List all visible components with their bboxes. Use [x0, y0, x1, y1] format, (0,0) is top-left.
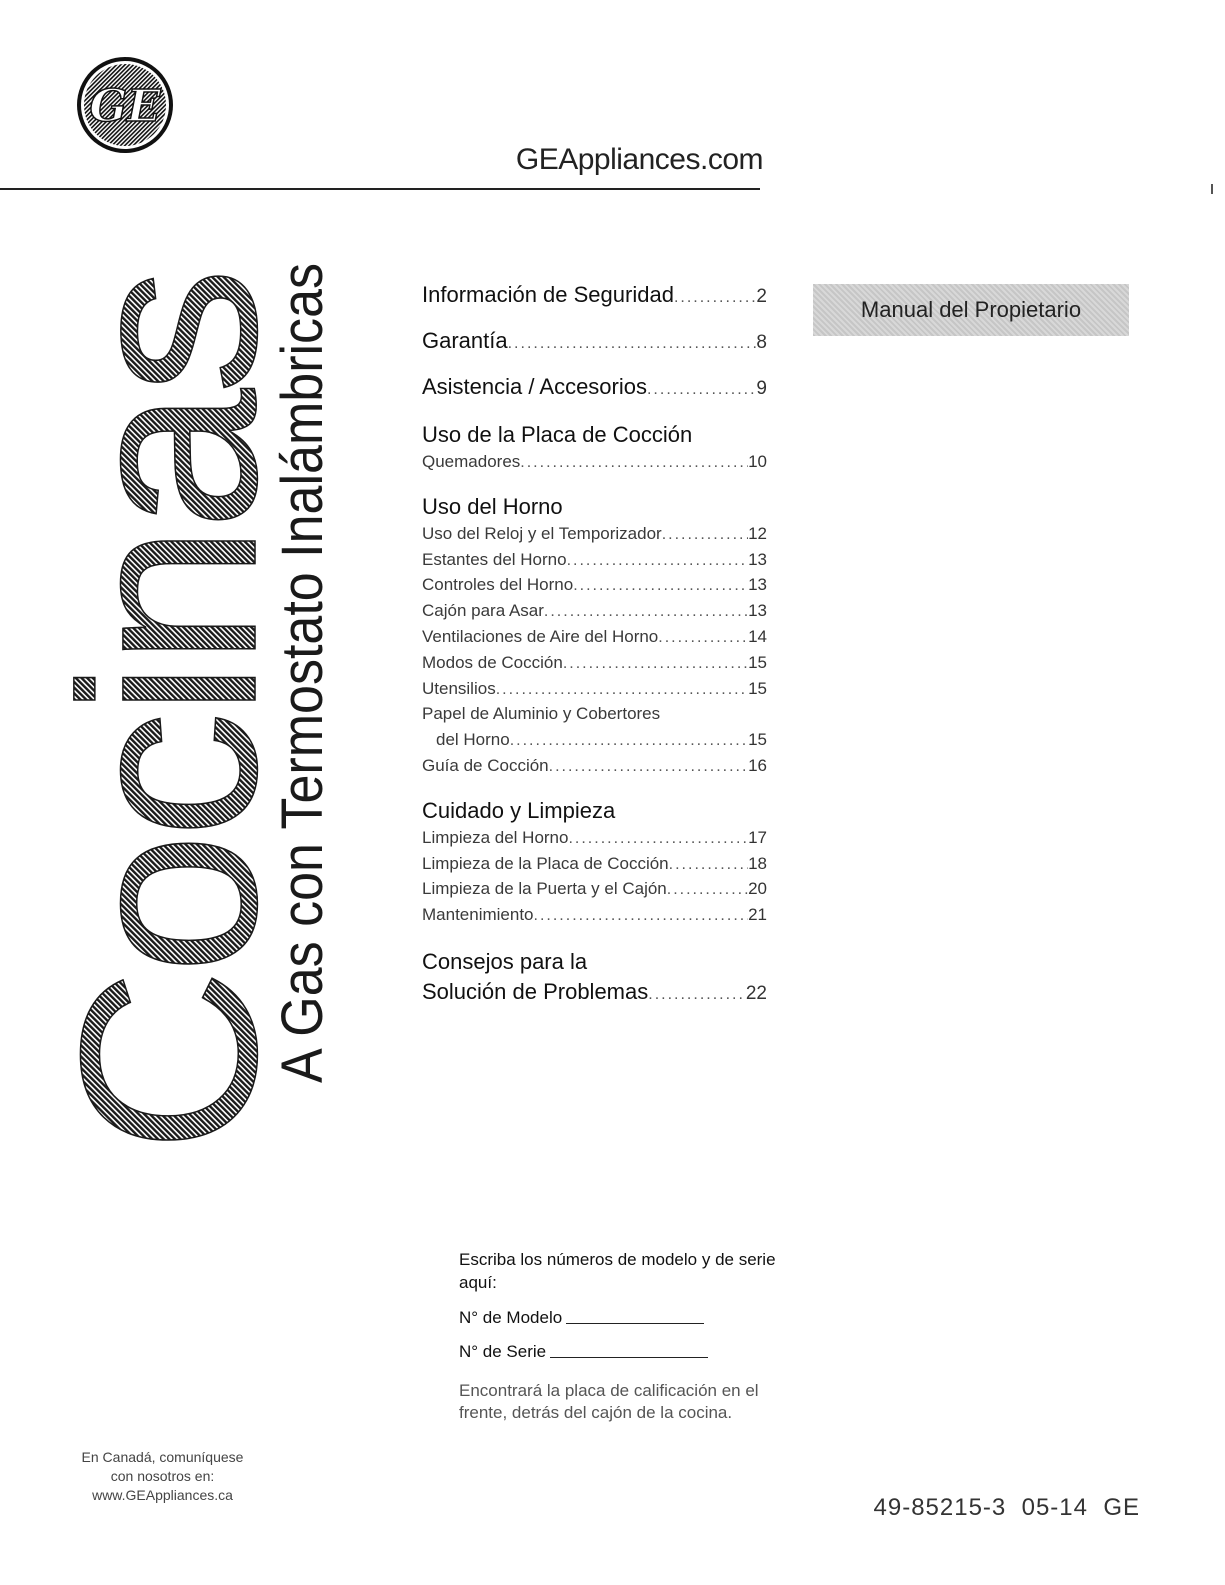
toc-entry[interactable]: Quemadores ..... 10	[422, 452, 767, 478]
toc-entry[interactable]: Mantenimiento ..... 21	[422, 905, 767, 931]
toc-heading-horno: Uso del Horno	[422, 493, 563, 519]
toc-entry-garantia[interactable]: Garantía ..... 8	[422, 326, 767, 372]
banner-label: Manual del Propietario	[860, 297, 1082, 322]
serial-number-blank[interactable]	[550, 1356, 708, 1358]
canada-line-2: con nosotros en:	[110, 1468, 215, 1484]
toc-heading-cuidado: Cuidado y Limpieza	[422, 797, 616, 823]
canada-contact	[60, 1448, 265, 1505]
rating-plate-note: Encontrará la placa de calificación en el frente, detrás del cajón de la cocina.	[459, 1381, 759, 1422]
toc-entry[interactable]: Limpieza del Horno ..... 17	[422, 828, 767, 854]
toc-entry[interactable]: Modos de Cocción ..... 15	[422, 653, 767, 679]
toc-heading-placa: Uso de la Placa de Cocción	[422, 422, 693, 447]
owners-manual-banner	[813, 284, 1129, 336]
toc-entry[interactable]: Limpieza de la Puerta y el Cajón ..... 20	[422, 879, 767, 905]
document-number: 49-85215-3 05-14 GE	[873, 1494, 1140, 1521]
logo-text: GE	[89, 81, 161, 132]
toc-entry[interactable]: Ventilaciones de Aire del Horno ..... 14	[422, 627, 767, 653]
canada-url[interactable]: www.GEAppliances.ca	[92, 1487, 233, 1503]
toc-entry[interactable]: Limpieza de la Placa de Cocción ..... 18	[422, 854, 767, 880]
toc-entry[interactable]: Uso del Reloj y el Temporizador ..... 12	[422, 524, 767, 550]
model-serial-record	[459, 1248, 789, 1424]
record-intro: Escriba los números de modelo y de serie aquí:	[459, 1250, 776, 1292]
ge-monogram-logo-icon	[75, 50, 175, 160]
toc-entry[interactable]: Controles del Horno ..... 13	[422, 575, 767, 601]
canada-line-1: En Canadá, comuníquese	[81, 1449, 244, 1465]
header-divider	[0, 188, 760, 190]
toc-entry[interactable]: Guía de Cocción ..... 16	[422, 756, 767, 782]
model-number-blank[interactable]	[566, 1322, 704, 1324]
toc-entry[interactable]: del Horno ..... 15	[422, 730, 767, 756]
model-number-label: N° de Modelo	[459, 1308, 563, 1327]
model-number-field[interactable]	[459, 1308, 789, 1328]
serial-number-label: N° de Serie	[459, 1342, 547, 1361]
toc-heading-problemas: Consejos para la	[422, 948, 588, 974]
cover-title-vertical	[60, 258, 330, 1158]
toc-entry-label-line1: Papel de Aluminio y Cobertores	[422, 704, 661, 724]
toc-entry-asistencia[interactable]: Asistencia / Accesorios ..... 9	[422, 372, 767, 418]
edge-mark	[1211, 184, 1213, 194]
toc-entry[interactable]: Cajón para Asar ..... 13	[422, 601, 767, 627]
cover-title-main: Cocinas	[60, 291, 308, 1153]
website-url[interactable]: GEAppliances.com	[515, 143, 763, 176]
serial-number-field[interactable]	[459, 1342, 789, 1362]
toc-entry[interactable]: Estantes del Horno ..... 13	[422, 550, 767, 576]
toc-entry-problemas[interactable]: Solución de Problemas ..... 22	[422, 979, 767, 1009]
table-of-contents	[422, 280, 767, 1009]
cover-subtitle: A Gas con Termostato Inalámbricas	[270, 258, 330, 1083]
ge-logo	[75, 50, 175, 160]
toc-entry-seguridad[interactable]: Información de Seguridad ..... 2	[422, 280, 767, 326]
toc-entry[interactable]: Utensilios ..... 15	[422, 679, 767, 705]
